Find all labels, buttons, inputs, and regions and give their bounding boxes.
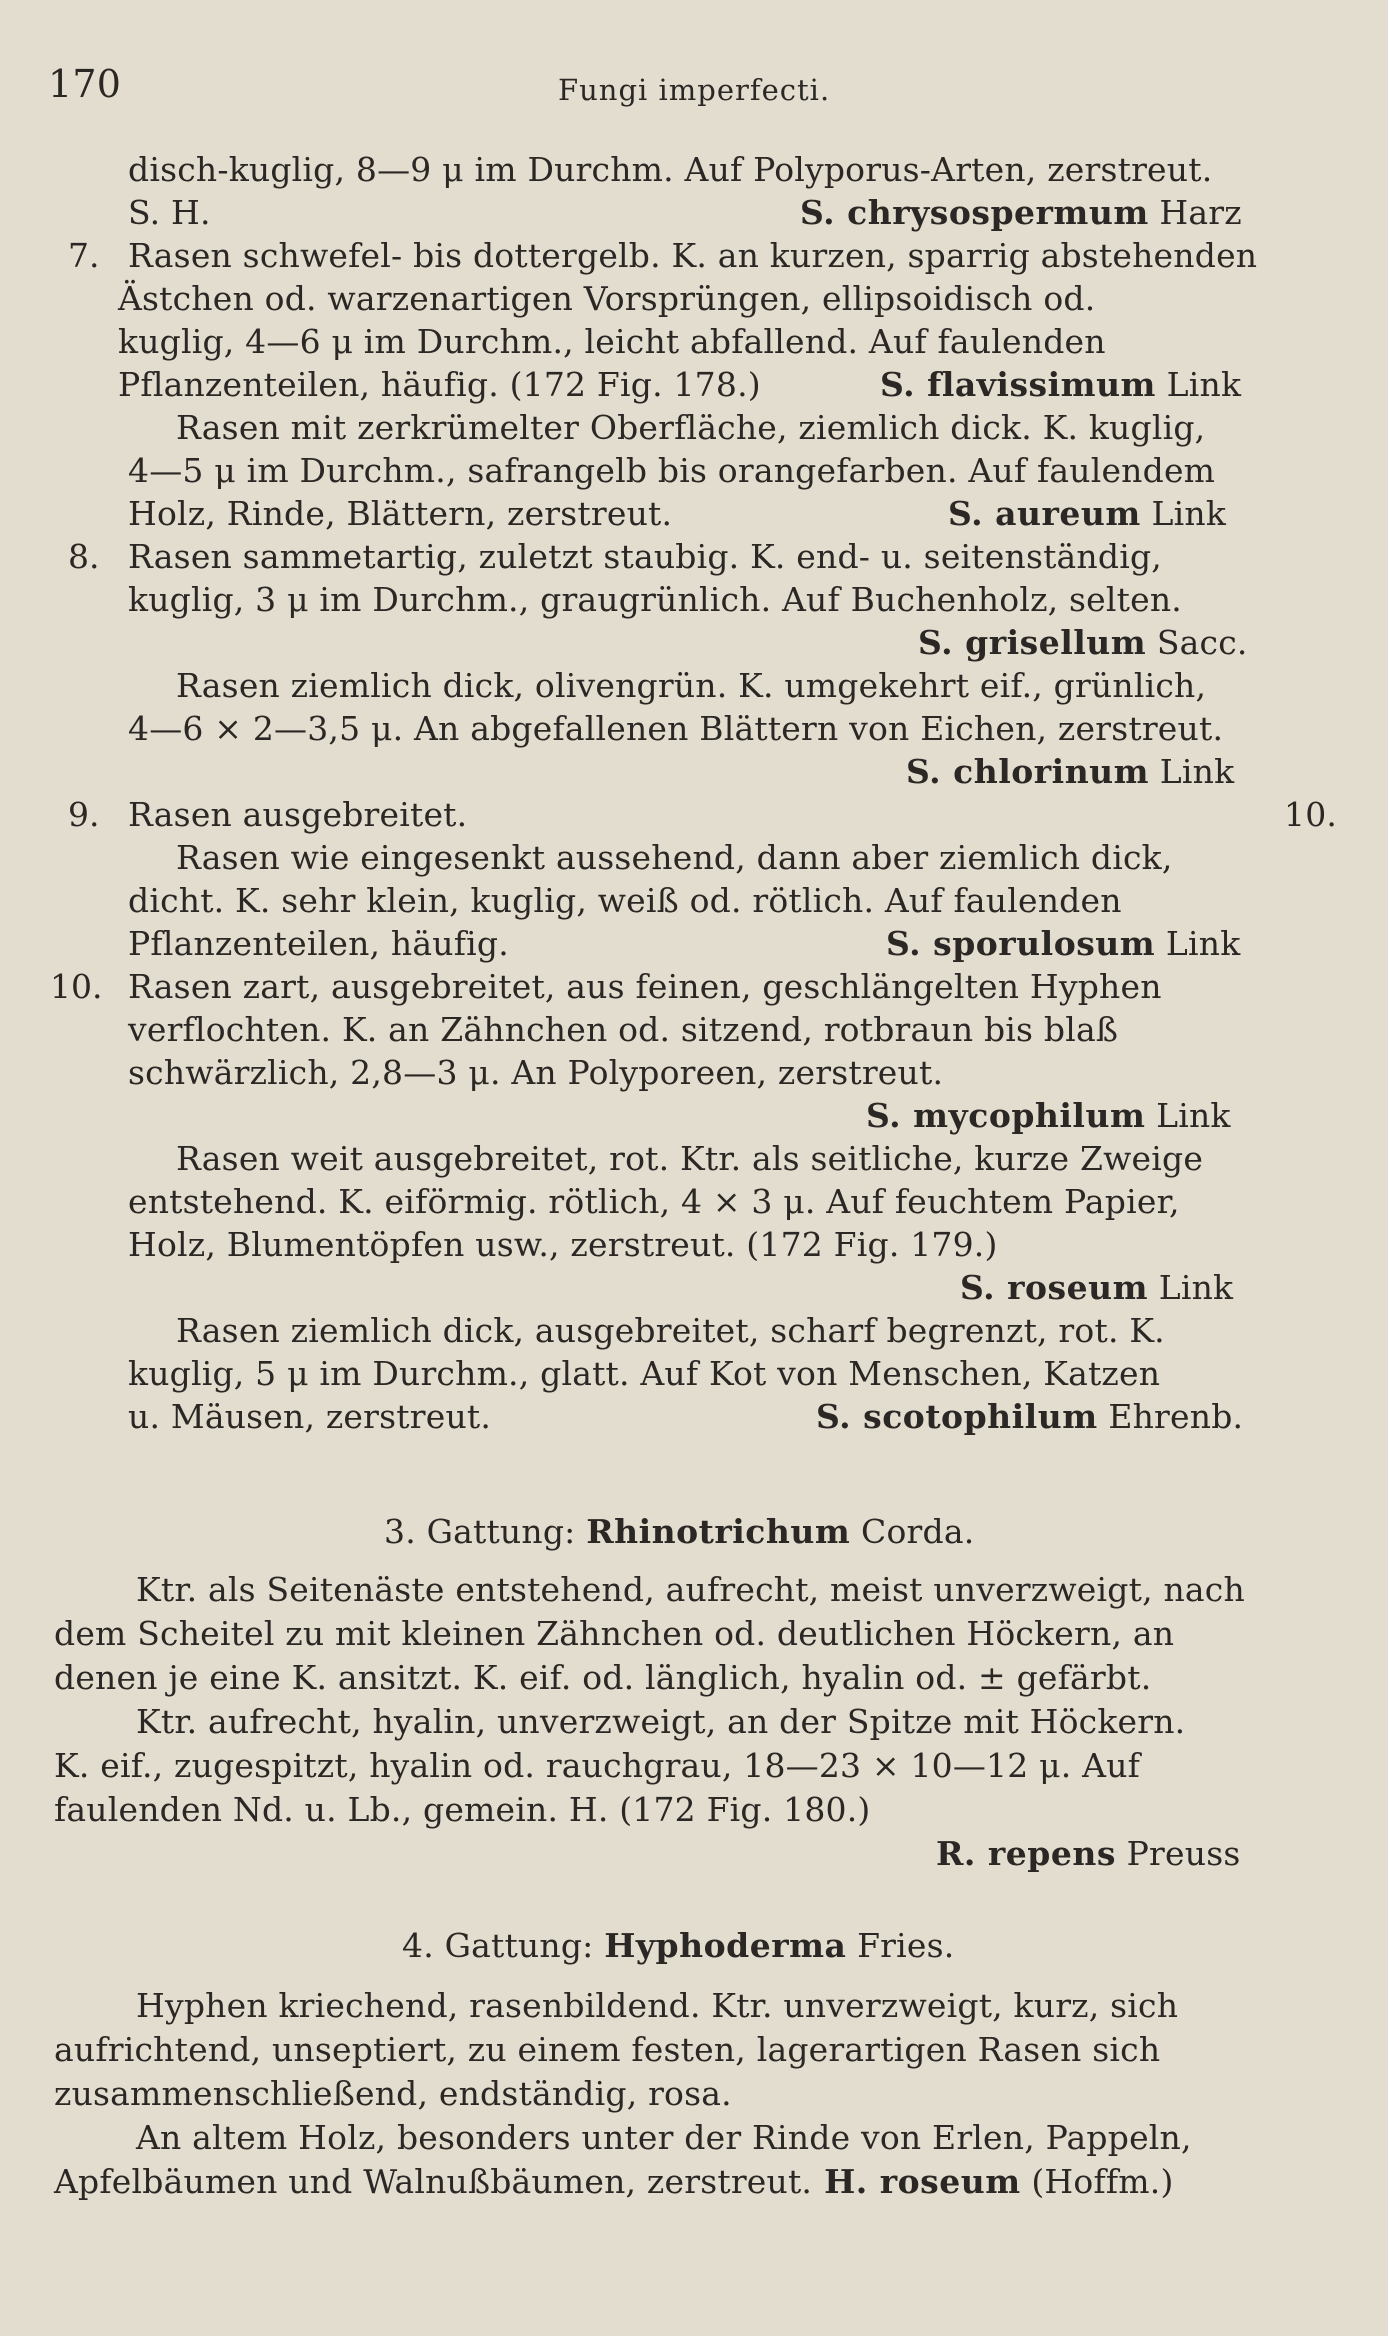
key-reference: 10.	[1284, 795, 1338, 834]
species-entry	[918, 623, 1248, 663]
species-entry	[800, 193, 1242, 233]
species-name: R. repens	[936, 1834, 1116, 1873]
text-line: An altem Holz, besonders unter der Rinde von Erlen, Pappeln,	[136, 2118, 1192, 2157]
genus-prefix: 3. Gattung:	[384, 1512, 587, 1551]
species-entry	[816, 1397, 1243, 1437]
species-author: Link	[1155, 365, 1242, 404]
species-entry	[906, 752, 1234, 792]
species-name: S. sporulosum	[886, 924, 1156, 963]
text-line: u. Mäusen, zerstreut.	[128, 1397, 492, 1436]
text-line: Rasen weit ausgebreitet, rot. Ktr. als seitliche, kurze Zweige	[176, 1139, 1204, 1178]
species-name: S. chrysospermum	[800, 193, 1149, 232]
text-line: verflochten. K. an Zähnchen od. sitzend, rotbraun bis blaß	[128, 1010, 1119, 1049]
species-author: Sacc.	[1146, 623, 1248, 662]
text-line: Rasen mit zerkrümelter Oberfläche, ziemlich dick. K. kuglig,	[176, 408, 1206, 447]
text-line: Rasen wie eingesenkt aussehend, dann aber ziemlich dick,	[176, 838, 1173, 877]
text-line: faulenden Nd. u. Lb., gemein. H. (172 Fig. 180.)	[54, 1790, 871, 1829]
text-line: Rasen ziemlich dick, ausgebreitet, scharf begrenzt, rot. K.	[176, 1311, 1165, 1350]
genus-heading	[384, 1512, 974, 1552]
species-author: Link	[1140, 494, 1227, 533]
key-number: 8.	[68, 537, 100, 576]
species-name: S. scotophilum	[816, 1397, 1098, 1436]
species-name: S. aureum	[948, 494, 1141, 533]
species-name: S. roseum	[960, 1268, 1149, 1307]
text-line: Hyphen kriechend, rasenbildend. Ktr. unverzweigt, kurz, sich	[136, 1986, 1179, 2025]
text-line: Holz, Rinde, Blättern, zerstreut.	[128, 494, 673, 533]
text-line: Ästchen od. warzenartigen Vorsprüngen, ellipsoidisch od.	[118, 279, 1096, 318]
text-line: dicht. K. sehr klein, kuglig, weiß od. rötlich. Auf faulenden	[128, 881, 1122, 920]
page-number: 170	[48, 62, 122, 106]
species-author: Harz	[1148, 193, 1242, 232]
text-line: kuglig, 4—6 μ im Durchm., leicht abfallend. Auf faulenden	[118, 322, 1106, 361]
text-fragment: Apfelbäumen und Walnußbäumen, zerstreut.	[54, 2162, 813, 2201]
species-author: Link	[1149, 752, 1235, 791]
key-number: 7.	[68, 236, 100, 275]
text-line: kuglig, 5 μ im Durchm., glatt. Auf Kot von Menschen, Katzen	[128, 1354, 1161, 1393]
text-line	[54, 2162, 1174, 2202]
text-line: Ktr. aufrecht, hyalin, unverzweigt, an der Spitze mit Höckern.	[136, 1702, 1186, 1741]
genus-name: Rhinotrichum	[586, 1512, 851, 1551]
genus-author: Fries.	[846, 1926, 955, 1965]
key-number: 9.	[68, 795, 100, 834]
text-line: Holz, Blumentöpfen usw., zerstreut. (172 Fig. 179.)	[128, 1225, 998, 1264]
key-number: 10.	[50, 967, 103, 1006]
text-line: 4—5 μ im Durchm., safrangelb bis orangefarben. Auf faulendem	[128, 451, 1216, 490]
genus-author: Corda.	[850, 1512, 975, 1551]
genus-prefix: 4. Gattung:	[402, 1926, 605, 1965]
text-line: Rasen ziemlich dick, olivengrün. K. umgekehrt eif., grünlich,	[176, 666, 1207, 705]
text-line: S. H.	[128, 193, 211, 232]
species-entry	[866, 1096, 1231, 1136]
species-name: S. flavissimum	[880, 365, 1156, 404]
genus-name: Hyphoderma	[604, 1926, 847, 1965]
text-line: Rasen sammetartig, zuletzt staubig. K. end- u. seitenständig,	[128, 537, 1162, 576]
text-line: dem Scheitel zu mit kleinen Zähnchen od. deutlichen Höckern, an	[54, 1614, 1175, 1653]
text-line: kuglig, 3 μ im Durchm., graugrünlich. Auf Buchenholz, selten.	[128, 580, 1182, 619]
text-line: disch-kuglig, 8—9 μ im Durchm. Auf Polyporus-Arten, zerstreut.	[128, 150, 1213, 189]
species-entry	[880, 365, 1241, 405]
text-line: denen je eine K. ansitzt. K. eif. od. länglich, hyalin od. ± gefärbt.	[54, 1658, 1152, 1697]
species-author: Link	[1148, 1268, 1234, 1307]
text-line: Ktr. als Seitenäste entstehend, aufrecht, meist unverzweigt, nach	[136, 1570, 1245, 1609]
text-line: schwärzlich, 2,8—3 μ. An Polyporeen, zerstreut.	[128, 1053, 944, 1092]
text-line: K. eif., zugespitzt, hyalin od. rauchgrau, 18—23 × 10—12 μ. Auf	[54, 1746, 1141, 1785]
text-line: Rasen zart, ausgebreitet, aus feinen, geschlängelten Hyphen	[128, 967, 1162, 1006]
running-title: Fungi imperfecti.	[558, 73, 831, 107]
species-name: S. chlorinum	[906, 752, 1150, 791]
text-line: entstehend. K. eiförmig. rötlich, 4 × 3 μ. Auf feuchtem Papier,	[128, 1182, 1180, 1221]
text-line: Pflanzenteilen, häufig. (172 Fig. 178.)	[118, 365, 761, 404]
species-author: Link	[1155, 924, 1241, 963]
species-author: Link	[1145, 1096, 1231, 1135]
species-entry	[886, 924, 1240, 964]
genus-heading	[402, 1926, 954, 1966]
text-line: Rasen ausgebreitet.	[128, 795, 468, 834]
species-name: S. grisellum	[918, 623, 1147, 662]
text-line: zusammenschließend, endständig, rosa.	[54, 2074, 732, 2113]
text-line: 4—6 × 2—3,5 μ. An abgefallenen Blättern von Eichen, zerstreut.	[128, 709, 1224, 748]
species-author: Preuss	[1115, 1834, 1241, 1873]
text-line: Rasen schwefel- bis dottergelb. K. an kurzen, sparrig abstehenden	[128, 236, 1258, 275]
species-name: S. mycophilum	[866, 1096, 1146, 1135]
text-line: aufrichtend, unseptiert, zu einem festen, lagerartigen Rasen sich	[54, 2030, 1161, 2069]
species-entry	[936, 1834, 1240, 1874]
species-author: Ehrenb.	[1097, 1397, 1244, 1436]
species-entry	[948, 494, 1226, 534]
species-author: (Hoffm.)	[1020, 2162, 1174, 2201]
text-line: Pflanzenteilen, häufig.	[128, 924, 509, 963]
species-name: H. roseum	[812, 2162, 1021, 2201]
species-entry	[960, 1268, 1233, 1308]
